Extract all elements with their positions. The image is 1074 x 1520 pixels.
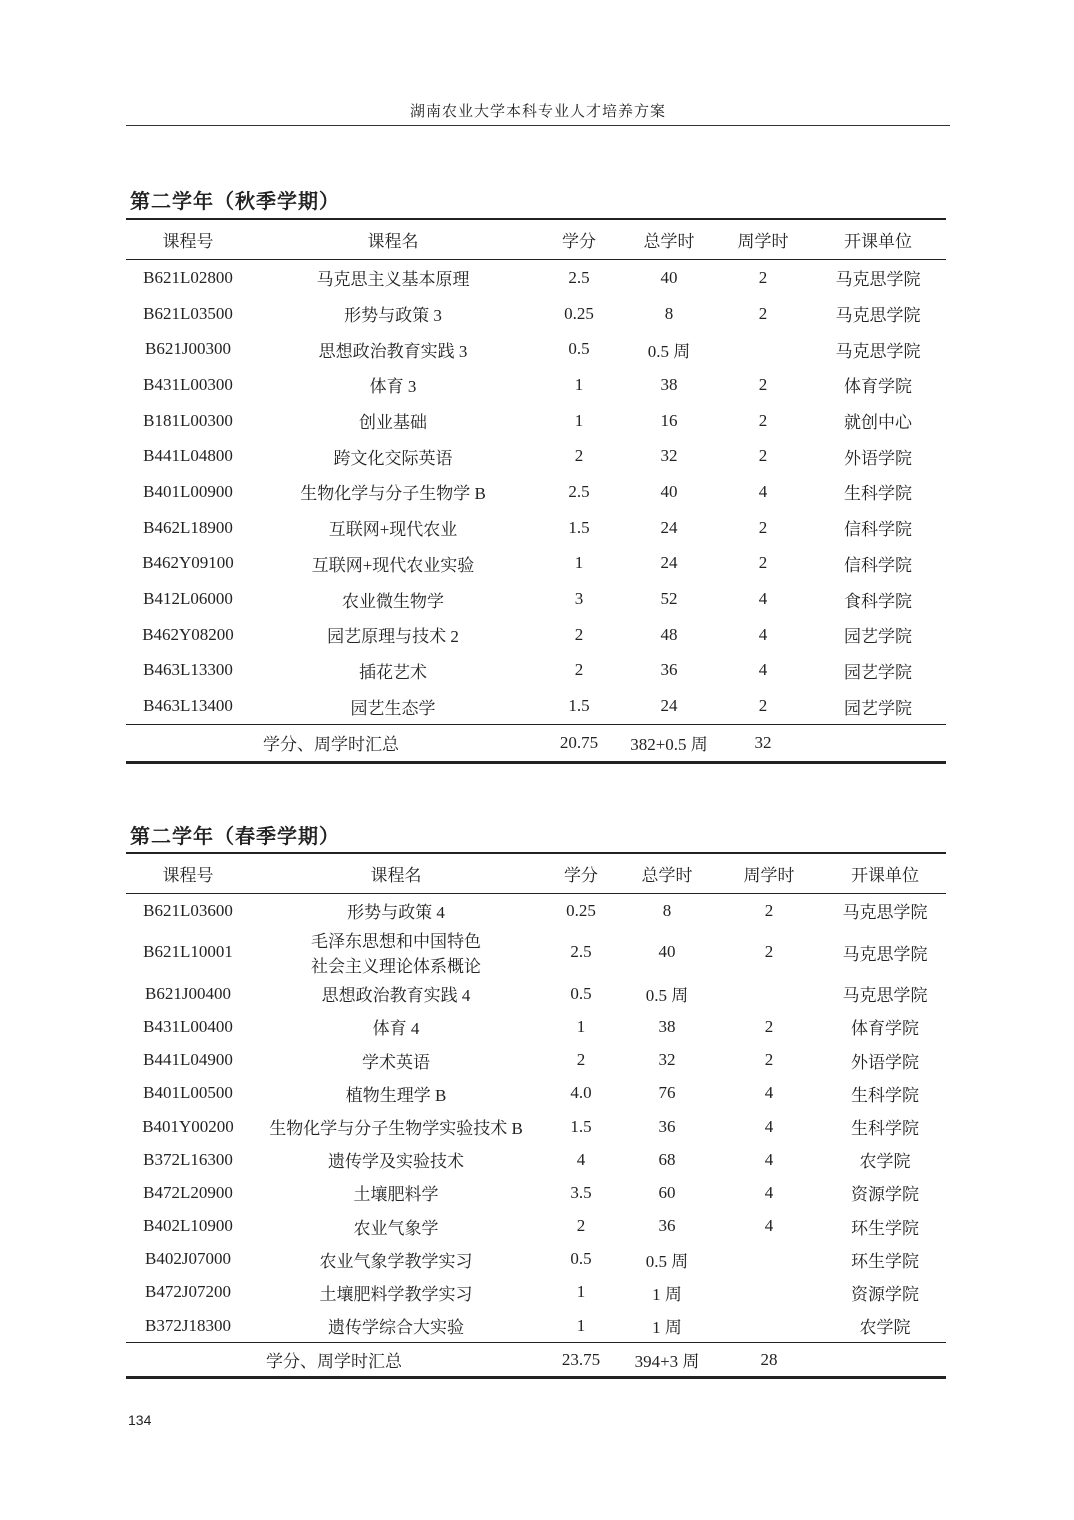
table-header-row (126, 219, 946, 260)
course-unit: 信科学院 (844, 520, 912, 540)
course-id: B402J07000 (145, 1249, 231, 1269)
course-name: 农业微生物学 (342, 591, 444, 611)
course-id: B621J00300 (145, 339, 231, 359)
course-total-hours: 1 周 (652, 1318, 682, 1338)
course-name: 遗传学综合大实验 (328, 1318, 464, 1338)
course-id: B621L03500 (143, 303, 233, 323)
table-row (126, 688, 946, 724)
course-total-hours: 36 (658, 1116, 676, 1136)
course-credit: 2 (574, 660, 584, 680)
course-unit: 园艺学院 (844, 698, 912, 718)
course-weekly-hours: 4 (758, 624, 768, 644)
course-total-hours: 36 (660, 660, 678, 680)
column-header-weekly-hours: 周学时 (714, 853, 824, 894)
course-name: 农业气象学教学实习 (319, 1251, 473, 1271)
course-name (250, 927, 542, 977)
course-id: B441L04800 (143, 446, 233, 466)
course-weekly-hours (714, 1243, 824, 1276)
summary-label: 学分、周学时汇总 (126, 1343, 542, 1378)
course-weekly-hours: 4 (758, 481, 768, 501)
course-unit: 园艺学院 (844, 662, 912, 682)
summary-label: 学分、周学时汇总 (126, 724, 536, 762)
course-credit: 3 (574, 589, 584, 609)
course-credit: 4 (576, 1149, 586, 1169)
table-header-row (126, 853, 946, 894)
course-total-hours: 0.5 周 (645, 1251, 689, 1271)
course-name: 园艺生态学 (350, 698, 436, 718)
course-total-hours: 1 周 (652, 1284, 682, 1304)
course-id: B401L00900 (143, 481, 233, 501)
course-weekly-hours: 4 (758, 660, 768, 680)
course-name: 跨文化交际英语 (333, 448, 453, 468)
course-total-hours: 8 (664, 303, 674, 323)
course-total-hours: 0.5 周 (645, 986, 689, 1006)
course-name: 体育 4 (372, 1019, 420, 1039)
header-rule (126, 125, 950, 126)
course-name-line: 毛泽东思想和中国特色 (311, 932, 481, 952)
table-row (126, 331, 946, 367)
course-weekly-hours: 4 (764, 1083, 774, 1103)
course-credit: 2 (576, 1050, 586, 1070)
course-id: B441L04900 (143, 1050, 233, 1070)
course-weekly-hours: 2 (764, 942, 774, 962)
course-unit: 外语学院 (851, 1052, 919, 1072)
course-name: 土壤肥料学教学实习 (319, 1284, 473, 1304)
course-credit: 0.25 (564, 303, 594, 323)
course-credit: 0.5 (570, 1249, 592, 1269)
course-unit: 环生学院 (851, 1218, 919, 1238)
column-header-total-hours: 总学时 (620, 853, 714, 894)
course-unit: 信科学院 (844, 555, 912, 575)
course-name: 互联网+现代农业实验 (311, 555, 475, 575)
table-row (126, 927, 946, 977)
course-credit: 1 (574, 553, 584, 573)
column-header-unit: 开课单位 (824, 853, 946, 894)
table-row (126, 1077, 946, 1110)
course-id: B621L10001 (143, 942, 233, 962)
course-name: 思想政治教育实践 3 (318, 341, 468, 361)
column-header-name: 课程名 (250, 853, 542, 894)
course-unit: 就创中心 (844, 413, 912, 433)
course-credit: 1 (576, 1315, 586, 1335)
course-total-hours: 60 (658, 1182, 676, 1202)
course-name: 生物化学与分子生物学实验技术 B (269, 1119, 523, 1139)
course-id: B462Y09100 (142, 553, 234, 573)
course-unit: 资源学院 (851, 1284, 919, 1304)
column-header-name: 课程名 (250, 219, 536, 260)
course-table-spring (126, 852, 946, 1379)
course-weekly-hours: 4 (764, 1216, 774, 1236)
course-credit: 2.5 (570, 942, 592, 962)
course-weekly-hours: 4 (764, 1149, 774, 1169)
course-weekly-hours: 2 (758, 517, 768, 537)
course-id: B372L16300 (143, 1149, 233, 1169)
summary-credit: 20.75 (536, 724, 622, 762)
course-credit: 2 (576, 1216, 586, 1236)
table-row (126, 546, 946, 582)
summary-total-hours: 382+0.5 周 (622, 724, 716, 762)
course-name: 思想政治教育实践 4 (321, 986, 471, 1006)
course-total-hours: 36 (658, 1216, 676, 1236)
course-name: 植物生理学 B (345, 1085, 447, 1105)
course-weekly-hours (714, 1309, 824, 1343)
course-credit: 2.5 (568, 481, 590, 501)
table-row (126, 403, 946, 439)
course-credit: 1 (576, 1282, 586, 1302)
course-total-hours: 52 (660, 589, 678, 609)
table-row (126, 260, 946, 296)
course-weekly-hours: 2 (758, 696, 768, 716)
column-header-id: 课程号 (126, 219, 250, 260)
column-header-weekly-hours: 周学时 (716, 219, 810, 260)
section-title-autumn: 第二学年（秋季学期） (130, 189, 340, 213)
course-total-hours: 76 (658, 1083, 676, 1103)
column-header-total-hours: 总学时 (622, 219, 716, 260)
course-total-hours: 0.5 周 (647, 341, 691, 361)
course-unit: 马克思学院 (842, 944, 928, 964)
course-weekly-hours: 2 (758, 267, 768, 287)
course-id: B621J00400 (145, 983, 231, 1003)
table-row (126, 581, 946, 617)
course-credit: 1.5 (568, 696, 590, 716)
table-row (126, 1010, 946, 1043)
summary-weekly-hours: 28 (714, 1343, 824, 1378)
course-total-hours: 48 (660, 624, 678, 644)
course-total-hours: 32 (660, 446, 678, 466)
course-weekly-hours: 2 (758, 303, 768, 323)
course-weekly-hours (716, 331, 810, 367)
running-header: 湖南农业大学本科专业人才培养方案 (409, 104, 666, 120)
course-unit: 马克思学院 (835, 270, 921, 290)
course-id: B431L00300 (143, 374, 233, 394)
course-name: 形势与政策 3 (344, 306, 442, 326)
course-name-line: 社会主义理论体系概论 (311, 957, 481, 977)
course-unit: 外语学院 (844, 448, 912, 468)
course-unit: 农学院 (859, 1152, 911, 1172)
column-header-unit: 开课单位 (810, 219, 946, 260)
course-unit: 生科学院 (851, 1085, 919, 1105)
course-unit: 食科学院 (844, 591, 912, 611)
table-row (126, 617, 946, 653)
course-name: 体育 3 (369, 377, 417, 397)
course-total-hours: 24 (660, 517, 678, 537)
course-weekly-hours: 2 (758, 446, 768, 466)
course-id: B401Y00200 (142, 1116, 234, 1136)
course-credit: 0.5 (570, 983, 592, 1003)
summary-weekly-hours: 32 (716, 724, 810, 762)
course-total-hours: 24 (660, 696, 678, 716)
summary-unit-empty (824, 1343, 946, 1378)
summary-credit: 23.75 (542, 1343, 620, 1378)
course-name: 形势与政策 4 (347, 903, 445, 923)
summary-total-hours: 394+3 周 (620, 1343, 714, 1378)
course-unit: 生科学院 (844, 484, 912, 504)
course-weekly-hours: 2 (758, 553, 768, 573)
course-unit: 生科学院 (851, 1119, 919, 1139)
course-total-hours: 8 (662, 900, 672, 920)
course-credit: 1.5 (570, 1116, 592, 1136)
course-unit: 农学院 (859, 1318, 911, 1338)
summary-row (126, 1343, 946, 1378)
summary-unit-empty (810, 724, 946, 762)
table-row (126, 1309, 946, 1343)
course-total-hours: 38 (660, 374, 678, 394)
course-unit: 马克思学院 (842, 986, 928, 1006)
course-total-hours: 40 (658, 942, 676, 962)
table-row (126, 1210, 946, 1243)
course-weekly-hours: 4 (758, 589, 768, 609)
course-unit: 环生学院 (851, 1251, 919, 1271)
course-id: B402L10900 (143, 1216, 233, 1236)
page-number: 134 (128, 1412, 152, 1428)
course-table-autumn (126, 218, 946, 764)
course-weekly-hours: 2 (758, 410, 768, 430)
course-total-hours: 32 (658, 1050, 676, 1070)
course-name: 园艺原理与技术 2 (327, 627, 459, 647)
course-id: B462Y08200 (142, 624, 234, 644)
course-unit: 资源学院 (851, 1185, 919, 1205)
course-unit: 体育学院 (844, 377, 912, 397)
course-credit: 1 (576, 1016, 586, 1036)
course-total-hours: 38 (658, 1016, 676, 1036)
course-id: B621L03600 (143, 900, 233, 920)
course-weekly-hours: 4 (764, 1182, 774, 1202)
table-row (126, 1143, 946, 1176)
course-name: 学术英语 (362, 1052, 430, 1072)
course-weekly-hours: 2 (758, 374, 768, 394)
course-id: B401L00500 (143, 1083, 233, 1103)
course-id: B372J18300 (145, 1315, 231, 1335)
table-row (126, 438, 946, 474)
course-credit: 0.25 (566, 900, 596, 920)
column-header-credit: 学分 (536, 219, 622, 260)
course-credit: 1 (574, 374, 584, 394)
table-row (126, 1176, 946, 1209)
course-weekly-hours: 2 (764, 900, 774, 920)
section-title-spring: 第二学年（春季学期） (130, 824, 340, 848)
course-total-hours: 24 (660, 553, 678, 573)
course-name: 创业基础 (359, 413, 427, 433)
course-name: 生物化学与分子生物学 B (300, 484, 486, 504)
course-credit: 2.5 (568, 267, 590, 287)
course-name: 遗传学及实验技术 (328, 1152, 464, 1172)
course-id: B472J07200 (145, 1282, 231, 1302)
course-id: B462L18900 (143, 517, 233, 537)
table-row (126, 367, 946, 403)
course-id: B431L00400 (143, 1016, 233, 1036)
course-weekly-hours: 2 (764, 1050, 774, 1070)
table-row (126, 653, 946, 689)
course-credit: 2 (574, 624, 584, 644)
course-id: B472L20900 (143, 1182, 233, 1202)
course-total-hours: 68 (658, 1149, 676, 1169)
table-row (126, 474, 946, 510)
course-credit: 1.5 (568, 517, 590, 537)
table-row (126, 894, 946, 928)
course-total-hours: 40 (660, 267, 678, 287)
course-weekly-hours (714, 977, 824, 1010)
course-name: 马克思主义基本原理 (316, 270, 470, 290)
course-unit: 体育学院 (851, 1019, 919, 1039)
course-id: B412L06000 (143, 589, 233, 609)
course-id: B463L13400 (143, 696, 233, 716)
course-total-hours: 40 (660, 481, 678, 501)
course-credit: 3.5 (570, 1182, 592, 1202)
table-row (126, 1276, 946, 1309)
column-header-credit: 学分 (542, 853, 620, 894)
course-credit: 2 (574, 446, 584, 466)
course-unit: 园艺学院 (844, 627, 912, 647)
course-weekly-hours: 4 (764, 1116, 774, 1136)
course-name: 互联网+现代农业 (328, 520, 458, 540)
table-row (126, 1044, 946, 1077)
course-unit: 马克思学院 (835, 341, 921, 361)
course-weekly-hours: 2 (764, 1016, 774, 1036)
summary-row (126, 724, 946, 762)
course-credit: 4.0 (570, 1083, 592, 1103)
course-credit: 1 (574, 410, 584, 430)
table-row (126, 296, 946, 332)
course-id: B621L02800 (143, 267, 233, 287)
course-credit: 0.5 (568, 339, 590, 359)
course-unit: 马克思学院 (835, 306, 921, 326)
course-id: B181L00300 (143, 410, 233, 430)
course-id: B463L13300 (143, 660, 233, 680)
course-name: 插花艺术 (359, 662, 427, 682)
table-row (126, 1110, 946, 1143)
table-row (126, 510, 946, 546)
table-row (126, 977, 946, 1010)
course-unit: 马克思学院 (842, 903, 928, 923)
course-total-hours: 16 (660, 410, 678, 430)
course-name: 农业气象学 (353, 1218, 439, 1238)
course-weekly-hours (714, 1276, 824, 1309)
table-row (126, 1243, 946, 1276)
column-header-id: 课程号 (126, 853, 250, 894)
course-name: 土壤肥料学 (353, 1185, 439, 1205)
